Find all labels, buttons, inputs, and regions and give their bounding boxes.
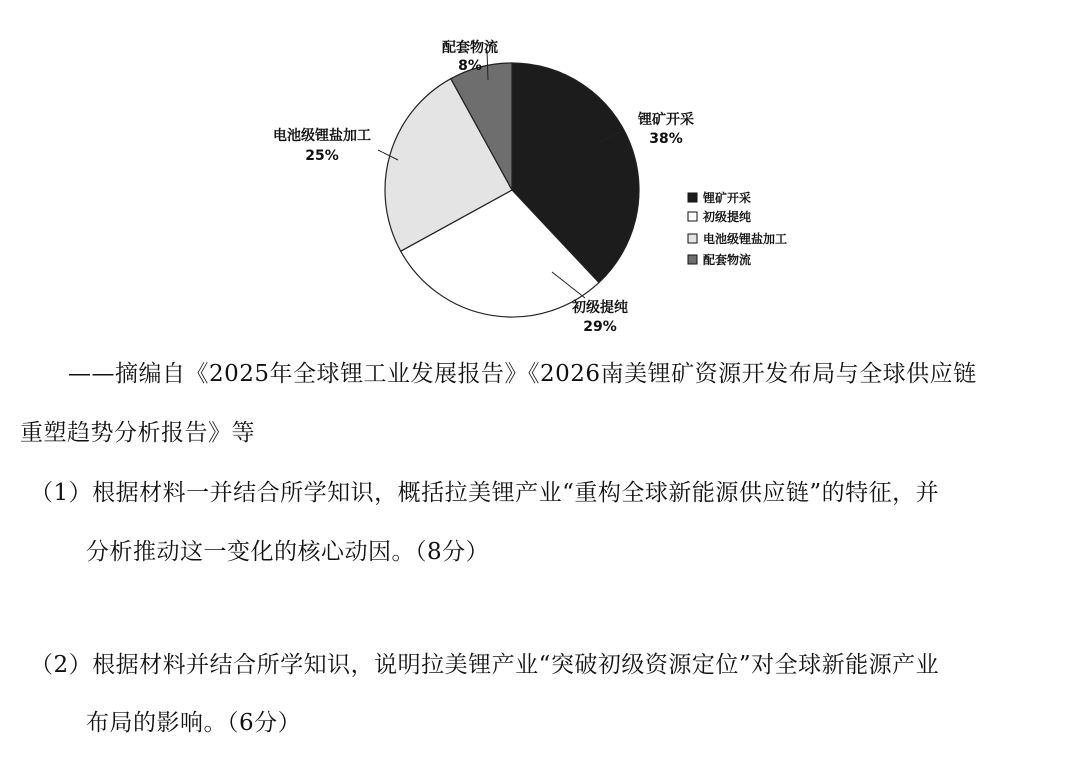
- legend-swatch-refining: [688, 212, 697, 221]
- legend-label-refining: 初级提纯: [703, 210, 752, 224]
- legend-swatch-mining: [688, 193, 697, 202]
- slice-label-mining-value: 38%: [649, 131, 683, 147]
- pie-chart: [0, 0, 1080, 345]
- slice-label-logistics-value: 8%: [458, 58, 482, 74]
- legend-swatch-logistics: [688, 255, 697, 264]
- slice-label-processing-value: 25%: [305, 148, 339, 164]
- slice-label-refining-value: 29%: [583, 319, 617, 335]
- slice-label-mining-name: 锂矿开采: [638, 112, 694, 128]
- legend-label-mining: 锂矿开采: [703, 191, 752, 205]
- legend-label-logistics: 配套物流: [703, 253, 752, 267]
- question-1-line-2: 分析推动这一变化的核心动因。（8分）: [86, 539, 490, 565]
- legend-label-processing: 电池级锂盐加工: [703, 232, 788, 246]
- pie-slices: [385, 63, 639, 317]
- slice-label-processing-name: 电池级锂盐加工: [273, 128, 371, 144]
- question-1-line-1: （1）根据材料一并结合所学知识，概括拉美锂产业“重构全球新能源供应链”的特征，并: [30, 480, 940, 506]
- slice-label-logistics-name: 配套物流: [442, 40, 498, 56]
- source-note-line-1: ——摘编自《2025年全球锂工业发展报告》《2026南美锂矿资源开发布局与全球供应链: [68, 361, 977, 387]
- slice-label-refining-name: 初级提纯: [572, 300, 628, 316]
- legend-swatch-processing: [688, 234, 697, 243]
- chart-legend: [688, 190, 787, 267]
- question-2-line-1: （2）根据材料并结合所学知识，说明拉美锂产业“突破初级资源定位”对全球新能源产业: [30, 652, 940, 678]
- question-2-line-2: 布局的影响。（6分）: [86, 710, 302, 736]
- source-note-line-2: 重塑趋势分析报告》等: [20, 420, 255, 446]
